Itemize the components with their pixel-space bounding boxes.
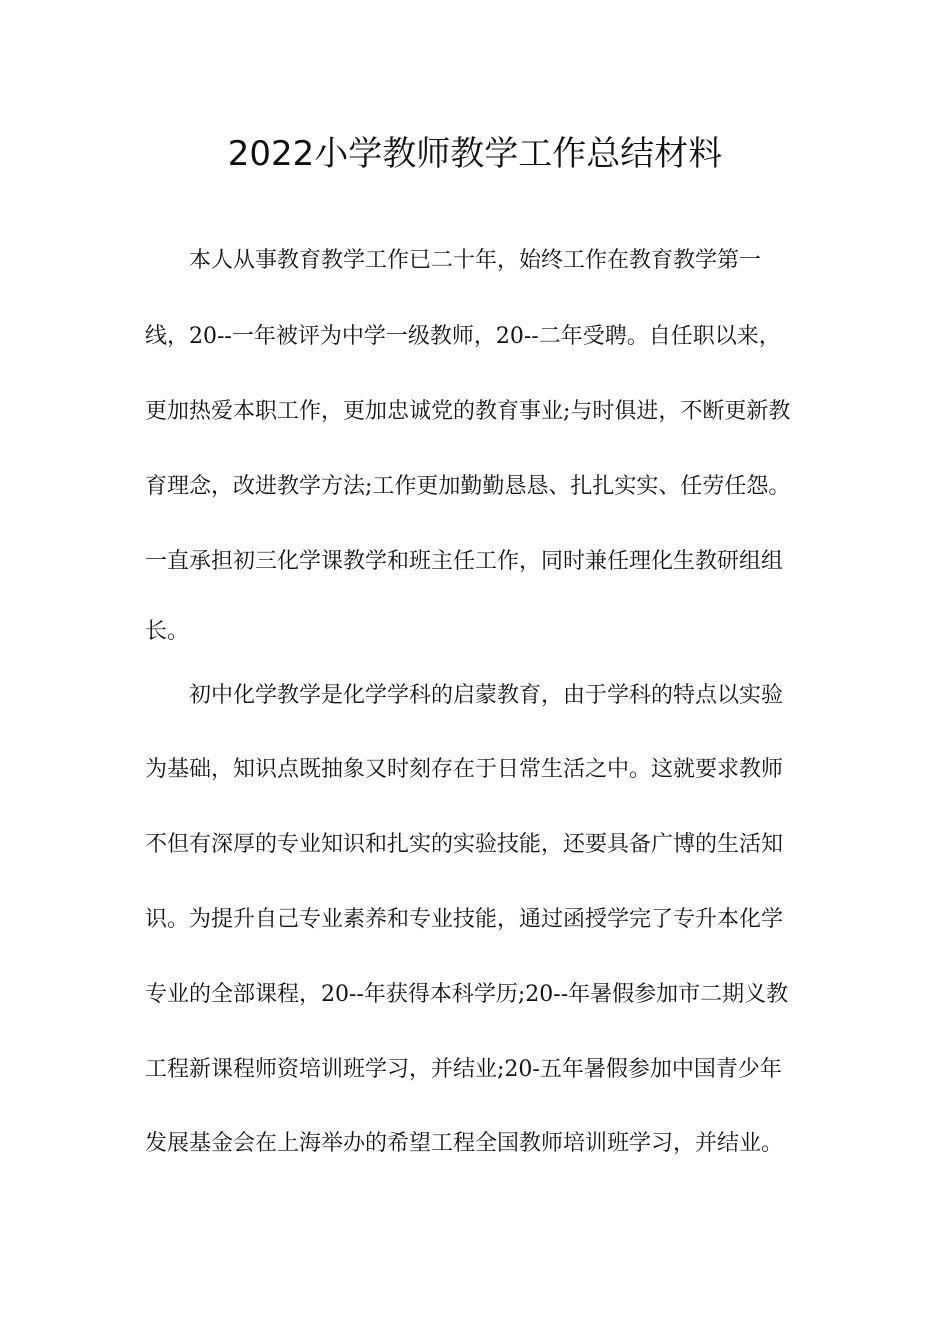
document-title: 2022小学教师教学工作总结材料 bbox=[227, 134, 723, 174]
paragraph-2-line-7: 发展基金会在上海举办的希望工程全国教师培训班学习，并结业。 bbox=[145, 1131, 784, 1156]
paragraph-1-line-6: 长。 bbox=[145, 619, 190, 644]
paragraph-2-line-5: 专业的全部课程，20--年获得本科学历;20--年暑假参加市二期义教 bbox=[145, 982, 789, 1007]
paragraph-1-line-1: 本人从事教育教学工作已二十年，始终工作在教育教学第一 bbox=[189, 248, 762, 273]
paragraph-1-line-2: 线，20--一年被评为中学一级教师，20--二年受聘。自任职以来， bbox=[145, 324, 781, 349]
paragraph-2-line-2: 为基础，知识点既抽象又时刻存在于日常生活之中。这就要求教师 bbox=[145, 757, 784, 782]
paragraph-1-line-4: 育理念，改进教学方法;工作更加勤勤恳恳、扎扎实实、任劳任怨。 bbox=[145, 474, 791, 499]
paragraph-2-line-4: 识。为提升自己专业素养和专业技能，通过函授学完了专升本化学 bbox=[145, 907, 784, 932]
paragraph-1-line-3: 更加热爱本职工作，更加忠诚党的教育事业;与时俱进，不断更新教 bbox=[145, 399, 791, 424]
paragraph-2-line-3: 不但有深厚的专业知识和扎实的实验技能，还要具备广博的生活知 bbox=[145, 832, 784, 857]
paragraph-1-line-5: 一直承担初三化学课教学和班主任工作，同时兼任理化生教研组组 bbox=[145, 549, 784, 574]
paragraph-2-line-1: 初中化学教学是化学学科的启蒙教育，由于学科的特点以实验 bbox=[189, 683, 784, 708]
paragraph-2-line-6: 工程新课程师资培训班学习，并结业;20-五年暑假参加中国青少年 bbox=[145, 1057, 782, 1082]
